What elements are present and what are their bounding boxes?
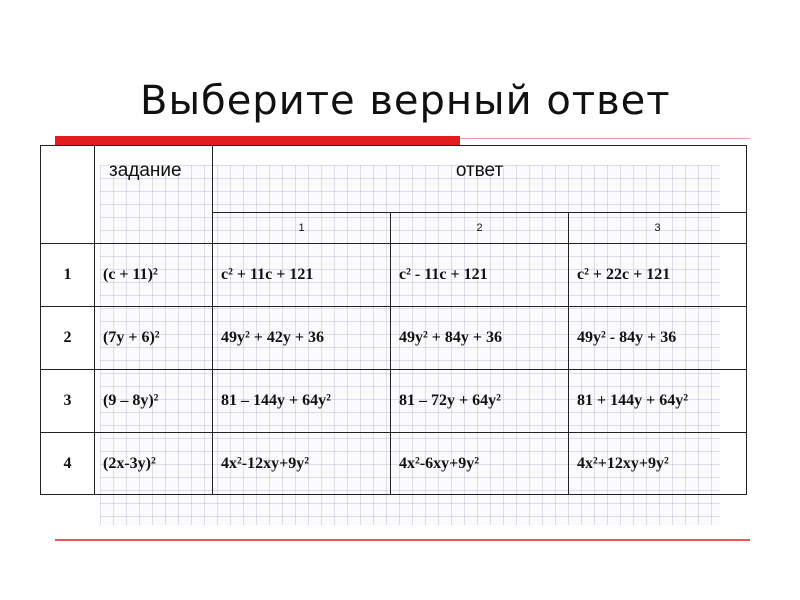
answer-option[interactable]: 4x²+12xy+9y² xyxy=(569,433,747,495)
row-number: 4 xyxy=(41,433,95,495)
table-row xyxy=(41,433,747,495)
row-number: 1 xyxy=(41,244,95,307)
answer-number-2: 2 xyxy=(391,213,569,244)
slide-title: Выберите верный ответ xyxy=(140,78,671,124)
answer-option[interactable]: c² + 11c + 121 xyxy=(213,244,391,307)
answer-number-3: 3 xyxy=(569,213,747,244)
header-task: задание xyxy=(95,146,213,244)
header-corner-cell xyxy=(41,146,95,244)
bottom-rule xyxy=(55,539,750,541)
answer-option[interactable]: 81 + 144y + 64y² xyxy=(569,370,747,433)
answer-option[interactable]: 49y² - 84y + 36 xyxy=(569,307,747,370)
answer-option[interactable]: 49y² + 42y + 36 xyxy=(213,307,391,370)
row-number: 2 xyxy=(41,307,95,370)
answer-option[interactable]: 4x²-6xy+9y² xyxy=(391,433,569,495)
table-row xyxy=(41,244,747,307)
answer-option[interactable]: c² - 11c + 121 xyxy=(391,244,569,307)
table-row xyxy=(41,370,747,433)
task-expression: (2x-3y)² xyxy=(95,433,213,495)
answer-number-1: 1 xyxy=(213,213,391,244)
title-underline-accent xyxy=(55,136,460,145)
task-expression: (9 – 8y)² xyxy=(95,370,213,433)
header-row xyxy=(41,146,747,213)
row-number: 3 xyxy=(41,370,95,433)
answer-option[interactable]: 81 – 144y + 64y² xyxy=(213,370,391,433)
answer-option[interactable]: 49y² + 84y + 36 xyxy=(391,307,569,370)
answers-table xyxy=(40,145,747,495)
table-row xyxy=(41,307,747,370)
answer-option[interactable]: 4x²-12xy+9y² xyxy=(213,433,391,495)
task-expression: (7y + 6)² xyxy=(95,307,213,370)
answer-option[interactable]: 81 – 72y + 64y² xyxy=(391,370,569,433)
answer-option[interactable]: c² + 22c + 121 xyxy=(569,244,747,307)
header-answer: ответ xyxy=(213,146,747,213)
task-expression: (c + 11)² xyxy=(95,244,213,307)
